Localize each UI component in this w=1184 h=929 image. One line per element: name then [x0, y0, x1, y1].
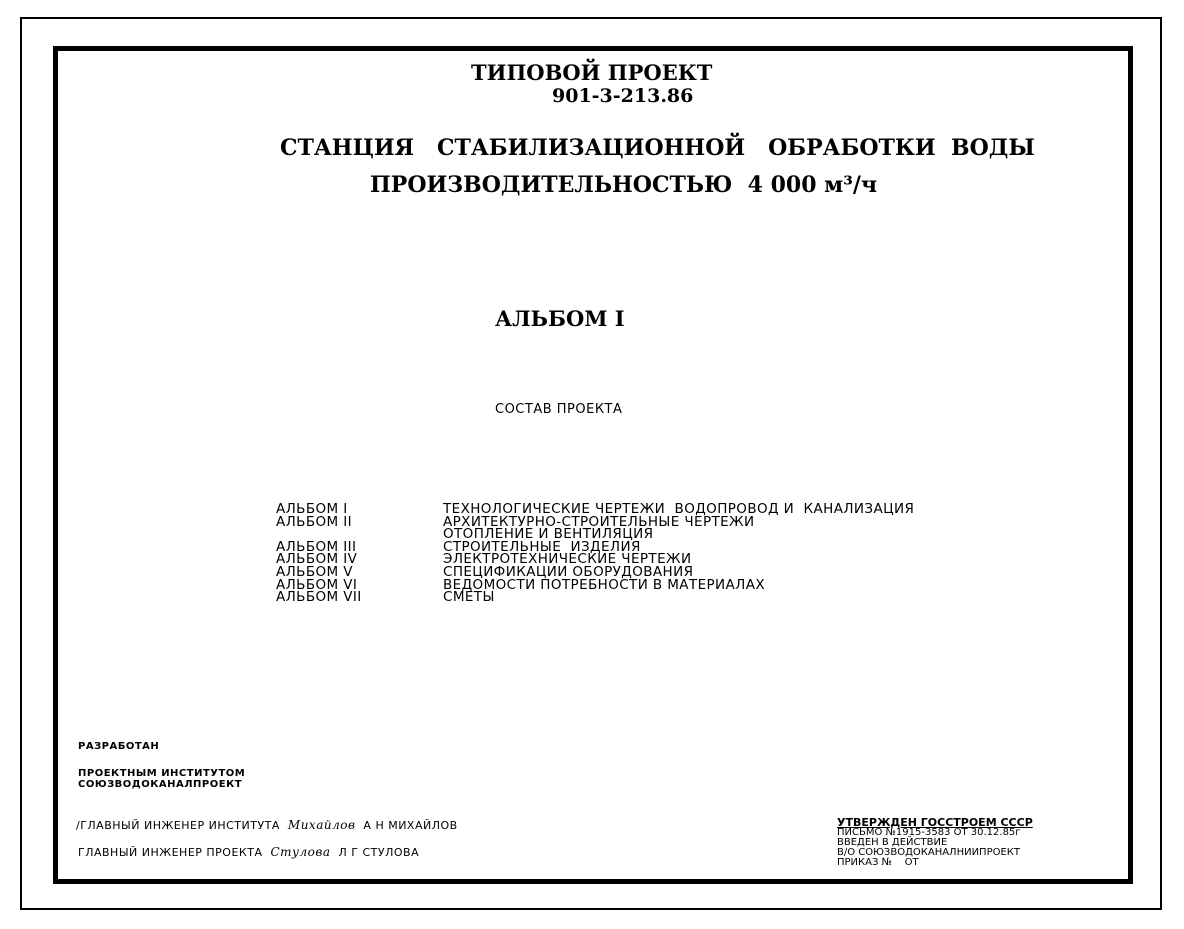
institute-line2: СОЮЗВОДОКАНАЛПРОЕКТ: [78, 779, 243, 790]
developer-label: РАЗРАБОТАН: [78, 741, 160, 752]
institute-line1: ПРОЕКТНЫМ ИНСТИТУТОМ: [78, 768, 246, 779]
album-title: ЭЛЕКТРОТЕХНИЧЕСКИЕ ЧЕРТЕЖИ: [443, 551, 692, 568]
album-title: ОТОПЛЕНИЕ И ВЕНТИЛЯЦИЯ: [443, 526, 654, 543]
contents-list: [276, 503, 914, 604]
chief-engineer-project: [78, 845, 419, 859]
approval-line3: ВВЕДЕН В ДЕЙСТВИЕ: [837, 837, 948, 848]
album-title: СМЕТЫ: [443, 589, 495, 606]
section-title: СОСТАВ ПРОЕКТА: [495, 402, 623, 417]
approval-line2: ПИСЬМО №1915-3583 ОТ 30.12.85г: [837, 827, 1021, 838]
person-name: А Н МИХАЙЛОВ: [363, 819, 458, 832]
role-label: /ГЛАВНЫЙ ИНЖЕНЕР ИНСТИТУТА: [76, 819, 280, 832]
approval-block: [837, 818, 1033, 868]
chief-engineer-institute: [76, 818, 458, 832]
album-name: АЛЬБОМ VI: [276, 576, 358, 593]
album-title: АРХИТЕКТУРНО-СТРОИТЕЛЬНЫЕ ЧЕРТЕЖИ: [443, 513, 755, 530]
album-name: АЛЬБОМ IV: [276, 551, 358, 568]
album-name: АЛЬБОМ I: [276, 501, 348, 517]
person-name: Л Г СТУЛОВА: [338, 846, 420, 859]
project-number: 901-3-213.86: [552, 85, 694, 107]
album-name: АЛЬБОМ VII: [276, 589, 362, 606]
album-name: АЛЬБОМ V: [276, 563, 353, 580]
album-name: АЛЬБОМ II: [276, 513, 353, 530]
album-title: СТРОИТЕЛЬНЫЕ ИЗДЕЛИЯ: [443, 538, 641, 555]
document-title: ТИПОВОЙ ПРОЕКТ: [471, 60, 713, 85]
album-title: СПЕЦИФИКАЦИИ ОБОРУДОВАНИЯ: [443, 563, 694, 580]
album-label: АЛЬБОМ I: [495, 306, 625, 331]
approval-line1: УТВЕРЖДЕН ГОССТРОЕМ СССР: [837, 816, 1033, 829]
approval-line5: ПРИКАЗ № ОТ: [837, 857, 919, 868]
list-item: [276, 591, 914, 604]
role-label: ГЛАВНЫЙ ИНЖЕНЕР ПРОЕКТА: [78, 846, 263, 859]
signature: Михайлов: [287, 818, 356, 832]
album-title: ТЕХНОЛОГИЧЕСКИЕ ЧЕРТЕЖИ ВОДОПРОВОД И КАНАЛИЗАЦИЯ: [443, 501, 915, 517]
album-name: АЛЬБОМ III: [276, 538, 357, 555]
approval-line4: В/О СОЮЗВОДОКАНАЛНИИПРОЕКТ: [837, 847, 1021, 858]
station-line: СТАНЦИЯ СТАБИЛИЗАЦИОННОЙ ОБРАБОТКИ ВОДЫ: [280, 135, 1035, 161]
signature: Стулова: [270, 845, 331, 859]
album-title: ВЕДОМОСТИ ПОТРЕБНОСТИ В МАТЕРИАЛАХ: [443, 576, 766, 593]
capacity-line: ПРОИЗВОДИТЕЛЬНОСТЬЮ 4 000 м³/ч: [370, 172, 878, 198]
list-item: [276, 576, 914, 593]
